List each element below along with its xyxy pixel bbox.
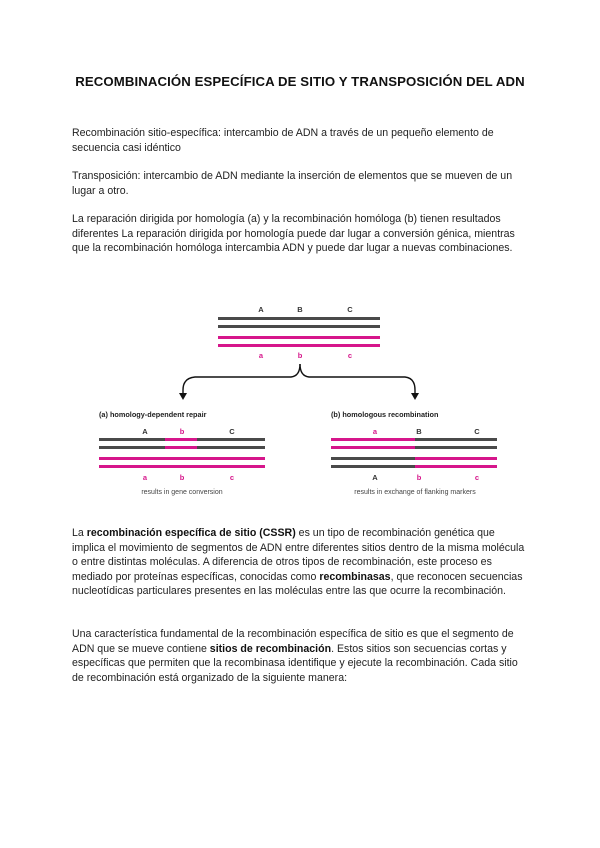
panel-a-strand-2-converted xyxy=(165,446,197,449)
diagram-top-group xyxy=(218,305,380,360)
panel-b-strand-3-left xyxy=(331,457,415,460)
top-label-upper-2: B xyxy=(297,305,303,314)
panel-b-strand-1-right xyxy=(415,438,497,441)
p5-text-1: Una característica fundamental de la recombinación específica de sitio es que el segmento de ADN que se mueve contiene xyxy=(72,628,514,655)
panel-a-label-upper-2: b xyxy=(179,427,185,436)
panel-a-label-lower-2: b xyxy=(179,473,185,482)
brace-right-path xyxy=(300,364,415,395)
panel-a-label-lower-1: a xyxy=(142,473,148,482)
panel-a-title: (a) homology-dependent repair xyxy=(99,410,207,419)
panel-a-strand-1-left xyxy=(99,438,165,441)
panel-a-label-upper-1: A xyxy=(142,427,148,436)
p4-text-1: es un tipo de recombinación genética que implica el movimiento de segmentos de ADN entre diferentes sitios dentro de la misma molécula o entre distintas moléculas. A diferencia de otros tipos de recombinación, este proceso es mediado por proteínas específicas, conocidas como xyxy=(72,527,525,583)
panel-b-label-upper-3: C xyxy=(474,427,480,436)
panel-a-strand-2-left xyxy=(99,446,165,449)
top-label-lower-2: b xyxy=(297,351,303,360)
panel-a-strand-magenta-1 xyxy=(99,457,265,460)
top-label-lower-1: a xyxy=(258,351,264,360)
p5-text-2: . Estos sitios son secuencias cortas y específicas que permiten que la recombinasa identifique y ejecute la recombinación. Cada sitio de recombinación está organizado de la siguiente manera: xyxy=(72,642,518,684)
brace-left-path xyxy=(183,364,300,395)
panel-b-label-upper-1: a xyxy=(372,427,378,436)
paragraph-homology-comparison: La reparación dirigida por homología (a) y la recombinación homóloga (b) tienen resultados diferentes La reparación dirigida por homología puede dar lugar a conversión génica, mientras que la recombinación homóloga intercambia ADN y puede dar lugar a nuevas combinaciones. xyxy=(72,213,515,255)
panel-b-label-lower-1: A xyxy=(372,473,378,482)
panel-a-strand-1-right xyxy=(197,438,265,441)
panel-b-strand-2-right xyxy=(415,446,497,449)
top-strand-magenta-1 xyxy=(218,336,380,339)
panel-a-strand-1-converted xyxy=(165,438,197,441)
recombination-diagram xyxy=(95,300,505,500)
panel-b-label-upper-2: B xyxy=(416,427,422,436)
term-cssr: recombinación específica de sitio (CSSR) xyxy=(86,527,296,539)
panel-b-group xyxy=(331,410,497,496)
panel-a-group xyxy=(99,410,265,496)
top-label-upper-1: A xyxy=(258,305,264,314)
top-strand-gray-1 xyxy=(218,317,380,320)
arrow-left-head xyxy=(179,393,187,400)
panel-a-caption: results in gene conversion xyxy=(141,489,223,496)
panel-b-label-lower-3: c xyxy=(474,473,480,482)
panel-b-strand-3-right xyxy=(415,457,497,460)
paragraph-cssr-definition xyxy=(72,526,530,599)
top-label-upper-3: C xyxy=(347,305,353,314)
paragraph-site-specific-definition: Recombinación sitio-específica: intercambio de ADN a través de un pequeño elemento de secuencia casi idéntico xyxy=(72,127,494,154)
term-sitios-de-recombinacion: sitios de recombinación xyxy=(209,642,332,655)
panel-b-strand-1-left xyxy=(331,438,415,441)
top-strand-gray-2 xyxy=(218,325,380,328)
panel-a-label-upper-3: C xyxy=(229,427,235,436)
panel-a-strand-magenta-2 xyxy=(99,465,265,468)
document-title: RECOMBINACIÓN ESPECÍFICA DE SITIO Y TRANSPOSICIÓN DEL ADN xyxy=(75,74,525,89)
paragraph-recombination-sites xyxy=(72,627,530,685)
top-strand-magenta-2 xyxy=(218,344,380,347)
branch-brace xyxy=(179,364,419,400)
panel-b-strand-2-left xyxy=(331,446,415,449)
p4-intro: La xyxy=(72,527,87,539)
p4-text-2: , que reconocen secuencias nucleotídicas particulares presentes en las moléculas entre las que ocurre la recombinación. xyxy=(72,570,523,598)
panel-b-label-lower-2: b xyxy=(416,473,422,482)
panel-b-caption: results in exchange of flanking markers xyxy=(354,489,476,496)
panel-b-strand-4-left xyxy=(331,465,415,468)
paragraph-transposition-definition: Transposición: intercambio de ADN mediante la inserción de elementos que se mueven de un lugar a otro. xyxy=(72,170,513,197)
arrow-right-head xyxy=(411,393,419,400)
panel-a-label-lower-3: c xyxy=(229,473,235,482)
recombination-diagram-svg xyxy=(95,300,505,500)
panel-b-title: (b) homologous recombination xyxy=(331,410,439,419)
panel-a-strand-2-right xyxy=(197,446,265,449)
term-recombinasas: recombinasas xyxy=(319,570,391,583)
top-label-lower-3: c xyxy=(347,351,353,360)
panel-b-strand-4-right xyxy=(415,465,497,468)
